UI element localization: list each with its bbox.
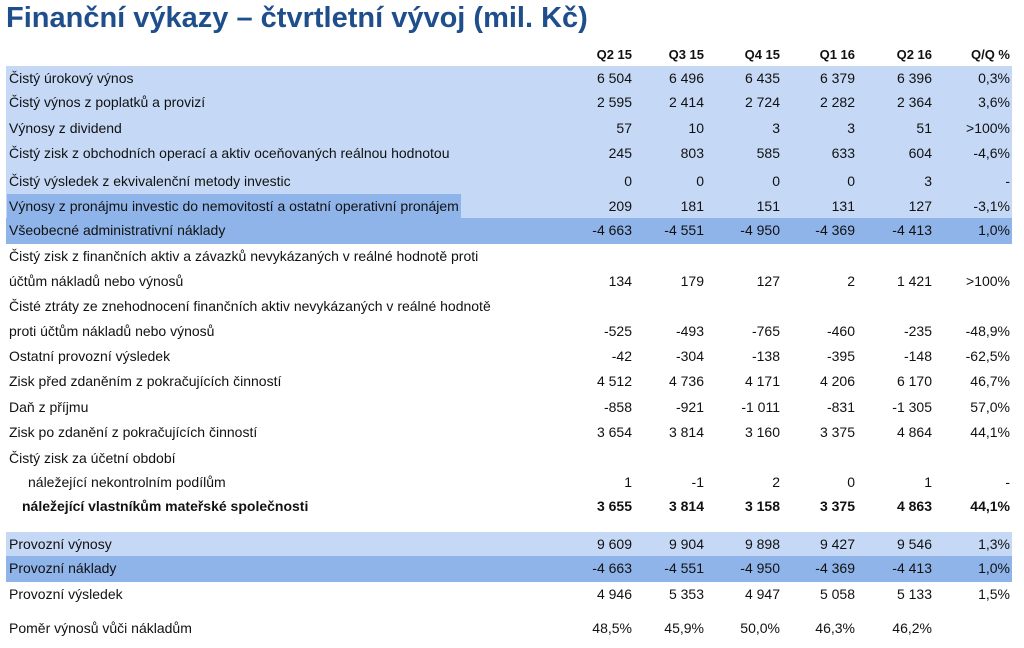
table-row [6,532,1012,556]
row-label: Výnosy z pronájmu investic do nemovitostí a ostatní operativní pronájem [7,194,461,218]
row-value: 9 609 [596,536,632,552]
row-value: >100% [966,120,1010,136]
page-title: Finanční výkazy – čtvrtletní vývoj (mil. Kč) [6,2,588,34]
row-value: 44,1% [970,498,1010,514]
table-row [6,294,1012,344]
row-value: 5 058 [819,586,855,602]
row-value: 46,2% [892,620,932,636]
row-value: 3 654 [596,424,632,440]
row-value: -460 [826,323,855,339]
row-label: Zisk před zdaněním z pokračujících činností [9,373,282,389]
row-value: 0 [772,173,780,189]
row-label-continued: účtům nákladů nebo výnosů [9,273,184,289]
row-value: -1 305 [892,399,932,415]
row-value: 3 160 [744,424,780,440]
row-value: -921 [675,399,704,415]
row-value: 6 170 [896,373,932,389]
row-value: 3 [772,120,780,136]
row-value: -395 [826,348,855,364]
table-row [6,369,1012,395]
row-label-continued: proti účtům nákladů nebo výnosů [9,323,215,339]
row-value: 127 [756,273,780,289]
row-value: -4 663 [592,222,632,238]
row-value: 3,6% [978,94,1010,110]
row-value: 9 427 [819,536,855,552]
row-value: 1 421 [896,273,932,289]
row-label: Daň z příjmu [9,399,89,415]
row-value: 2 414 [668,94,704,110]
row-value: 4 864 [896,424,932,440]
row-value: -4 551 [664,560,704,576]
table-row [6,494,1012,522]
row-value: -525 [603,323,632,339]
row-value: 2 [772,474,780,490]
row-value: -765 [751,323,780,339]
row-value: 0 [847,173,855,189]
col-header-q2-16: Q2 16 [896,47,932,62]
row-value: 48,5% [592,620,632,636]
row-value: 1 [924,474,932,490]
row-label: náležející vlastníkům mateřské společnosti [22,498,309,514]
row-value: 9 904 [668,536,704,552]
table-row [6,582,1012,608]
row-value: -62,5% [965,348,1010,364]
row-value: 4 863 [896,498,932,514]
row-value: 44,1% [970,424,1010,440]
row-label: Všeobecné administrativní náklady [9,222,226,238]
row-value: 51 [916,120,932,136]
row-value: 4 946 [596,586,632,602]
table-row [6,556,1012,582]
row-value: 633 [831,145,855,161]
table-row [6,616,1012,642]
row-value: 45,9% [664,620,704,636]
row-label: Poměr výnosů vůči nákladům [9,620,192,636]
table-row [6,420,1012,446]
row-value: 209 [608,198,632,214]
row-value: 57,0% [970,399,1010,415]
row-value: 3 158 [744,498,780,514]
col-header-q3-15: Q3 15 [668,47,704,62]
row-value: -831 [826,399,855,415]
row-value: -1 011 [741,399,780,415]
row-value: 585 [756,145,780,161]
row-value: 4 171 [744,373,780,389]
row-value: 0,3% [978,70,1010,86]
row-value: 803 [680,145,704,161]
row-label: Čistý zisk za účetní období [9,450,176,466]
row-value: 1,0% [978,560,1010,576]
row-value: 4 736 [668,373,704,389]
row-label: Provozní výnosy [9,536,112,552]
table-row [6,218,1012,244]
table-header [6,44,1012,66]
row-value: 3 375 [819,424,855,440]
row-value: -42 [611,348,632,364]
row-value: -4 950 [740,560,780,576]
row-value: -4 369 [815,560,855,576]
row-value: 9 898 [744,536,780,552]
row-value: -4 663 [592,560,632,576]
row-value: 5 353 [668,586,704,602]
row-value: 4 512 [596,373,632,389]
row-value: -138 [751,348,780,364]
row-value: -48,9% [965,323,1010,339]
row-value: >100% [966,273,1010,289]
row-label: Čistý úrokový výnos [9,70,134,86]
row-value: -4 413 [892,222,932,238]
row-value: 3 [924,173,932,189]
row-label: Provozní náklady [9,560,117,576]
table-row [6,141,1012,169]
row-value: 5 133 [896,586,932,602]
row-label: Čistý zisk z finančních aktiv a závazků nevykázaných v reálné hodnotě proti [9,248,479,264]
row-value: 6 504 [596,70,632,86]
row-value: -4 413 [892,560,932,576]
row-label: Čisté ztráty ze znehodnocení finančních aktiv nevykázaných v reálné hodnotě [9,298,491,314]
table-row [6,395,1012,420]
row-value: 179 [680,273,704,289]
row-label: Provozní výsledek [9,586,123,602]
row-value: 0 [696,173,704,189]
row-value: 46,3% [815,620,855,636]
row-value: - [1005,173,1010,189]
row-label: Ostatní provozní výsledek [9,348,171,364]
row-value: 0 [624,173,632,189]
col-header-qq-pct: Q/Q % [970,47,1010,62]
row-value: -4 950 [740,222,780,238]
row-value: 245 [608,145,632,161]
row-label: Čistý výnos z poplatků a provizí [9,94,206,110]
row-label: Čistý zisk z obchodních operací a aktiv oceňovaných reálnou hodnotou [9,145,450,161]
table-row [6,244,1012,294]
row-value: 3 814 [668,424,704,440]
financial-table [6,44,1012,642]
row-value: 2 724 [744,94,780,110]
row-value: -4 369 [815,222,855,238]
row-spacer [6,608,1012,616]
row-value: 1,0% [978,222,1010,238]
col-header-q1-16: Q1 16 [819,47,855,62]
table-row [6,194,1012,218]
row-value: 3 [847,120,855,136]
row-spacer [6,522,1012,532]
row-value: 604 [908,145,932,161]
row-value: 57 [616,120,632,136]
row-value: -4,6% [973,145,1010,161]
row-value: 10 [688,120,704,136]
col-header-q4-15: Q4 15 [744,47,780,62]
row-value: 6 379 [819,70,855,86]
row-value: 3 814 [668,498,704,514]
row-value: 1 [624,474,632,490]
row-value: 2 595 [596,94,632,110]
row-value: 6 496 [668,70,704,86]
row-value: 134 [608,273,632,289]
row-value: -4 551 [664,222,704,238]
row-value: 1,3% [978,536,1010,552]
row-value: 2 364 [896,94,932,110]
row-value: - [1005,474,1010,490]
row-label: náležející nekontrolním podílům [28,474,226,490]
row-value: 1,5% [978,586,1010,602]
row-value: 4 206 [819,373,855,389]
row-value: 127 [908,198,932,214]
row-value: 6 396 [896,70,932,86]
row-value: -1 [691,474,704,490]
row-value: -493 [675,323,704,339]
row-value: -858 [603,399,632,415]
row-label: Čistý výsledek z ekvivalenční metody investic [9,173,291,189]
row-value: -3,1% [973,198,1010,214]
row-value: 2 [847,273,855,289]
table-row [6,446,1012,470]
table-row [6,66,1012,90]
row-value: -235 [903,323,932,339]
row-value: 46,7% [970,373,1010,389]
row-value: 50,0% [740,620,780,636]
row-value: 151 [756,198,780,214]
col-header-q2-15: Q2 15 [596,47,632,62]
table-row [6,344,1012,369]
row-label: Zisk po zdanění z pokračujících činností [9,424,258,440]
row-value: 6 435 [744,70,780,86]
row-value: 4 947 [744,586,780,602]
row-value: -304 [675,348,704,364]
table-row [6,116,1012,141]
row-label: Výnosy z dividend [9,120,122,136]
table-row [6,169,1012,194]
row-value: 3 655 [596,498,632,514]
row-value: 2 282 [819,94,855,110]
row-value: 131 [831,198,855,214]
row-value: 3 375 [819,498,855,514]
table-row [6,470,1012,494]
row-value: -148 [903,348,932,364]
table-row [6,90,1012,116]
row-value: 0 [847,474,855,490]
row-value: 9 546 [896,536,932,552]
row-value: 181 [680,198,704,214]
